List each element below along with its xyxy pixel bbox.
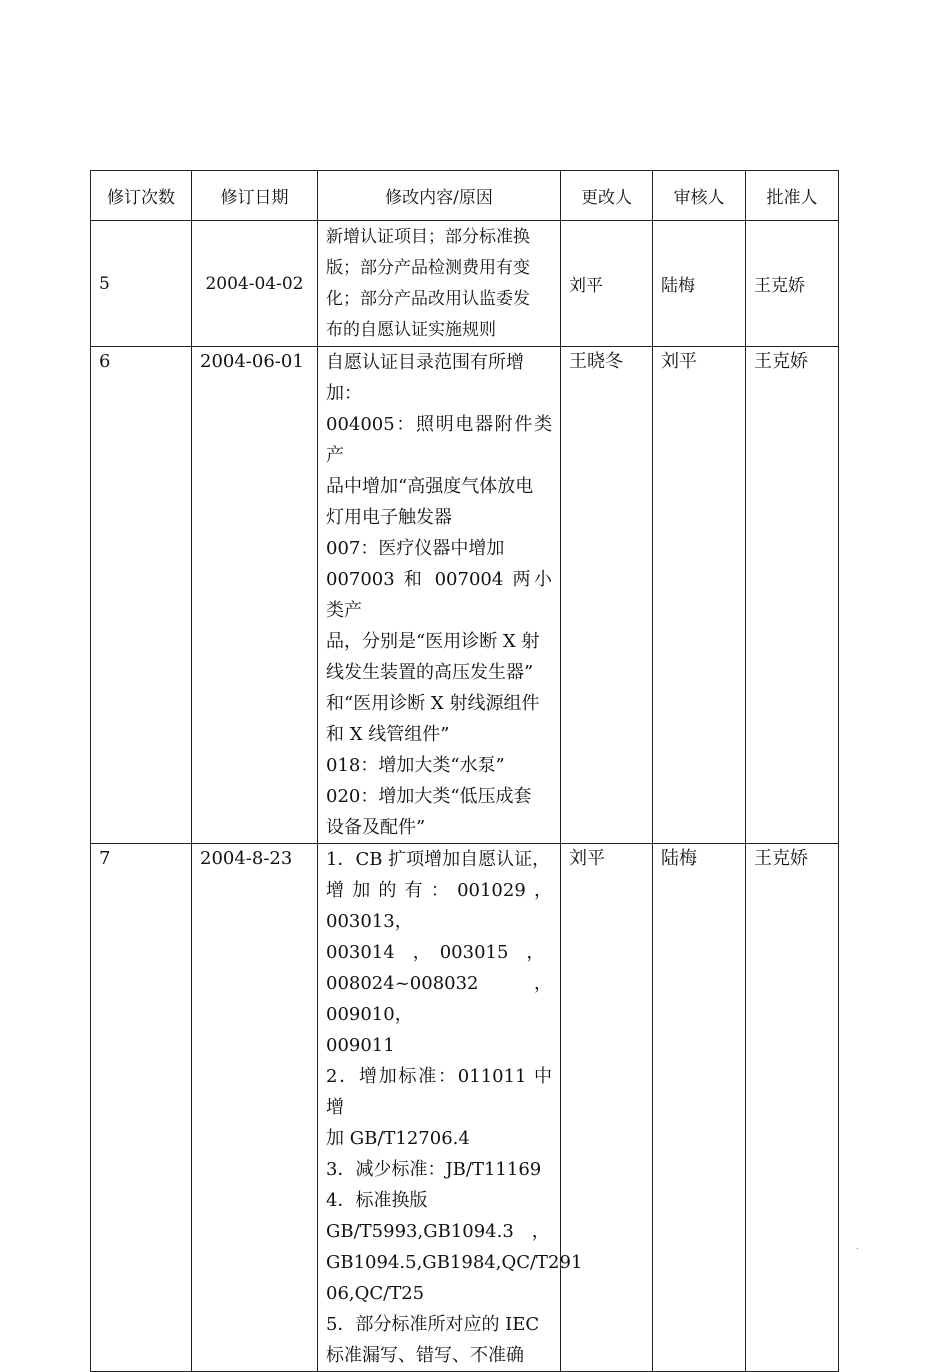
content-line: 020：增加大类“低压成套 xyxy=(326,786,532,807)
content-line: 加： xyxy=(326,383,362,404)
table-row xyxy=(91,347,839,844)
change-content xyxy=(318,844,583,1372)
revision-date: 2004-04-02 xyxy=(192,221,318,347)
content-line: 化；部分产品改用认监委发 xyxy=(326,289,530,309)
content-line: 品，分别是“医用诊断 X 射 xyxy=(326,631,540,652)
content-line: 版；部分产品检测费用有变 xyxy=(326,258,530,278)
revision-date: 2004-8-23 xyxy=(192,844,318,1372)
content-line: 4．标准换版 xyxy=(326,1190,428,1211)
changer-name: 刘平 xyxy=(561,221,653,347)
content-line: GB/T5993,GB1094.3 ， xyxy=(326,1221,550,1242)
content-line: 3．减少标准：JB/T11169 xyxy=(326,1159,542,1180)
reviewer-name: 刘平 xyxy=(653,347,746,844)
changer-name: 刘平 xyxy=(561,844,653,1372)
content-line: 灯用电子触发器 xyxy=(326,507,452,528)
changer-name: 王晓冬 xyxy=(561,347,653,844)
content-line: 线发生装置的高压发生器” xyxy=(326,662,534,683)
table-row xyxy=(91,844,839,1372)
content-line: 1．CB 扩项增加自愿认证， xyxy=(326,849,551,870)
table-header-row xyxy=(91,171,839,221)
content-line: 2．增加标准：011011 中增 xyxy=(326,1066,552,1118)
content-line: GB1094.5,GB1984,QC/T291 xyxy=(326,1252,583,1273)
revision-history-table xyxy=(90,170,839,1372)
change-content xyxy=(318,347,561,844)
table-row xyxy=(91,221,839,347)
content-line: 008024~008032，009010， xyxy=(326,973,552,1025)
header-changer: 更改人 xyxy=(561,171,653,221)
content-line: 009011 xyxy=(326,1035,395,1056)
content-line: 增加的有：001029，003013， xyxy=(326,880,552,932)
header-change-content: 修改内容/原因 xyxy=(318,171,561,221)
content-line: 加 GB/T12706.4 xyxy=(326,1128,470,1149)
content-line: 007003 和 007004 两小类产 xyxy=(326,569,552,621)
content-line: 标准漏写、错写、不准确 xyxy=(326,1345,524,1366)
content-line: 品中增加“高强度气体放电 xyxy=(326,476,534,497)
reviewer-name: 陆梅 xyxy=(653,844,746,1372)
approver-name: 王克娇 xyxy=(746,221,839,347)
content-line: 018：增加大类“水泵” xyxy=(326,755,505,776)
content-line: 设备及配件” xyxy=(326,817,426,838)
revision-date: 2004-06-01 xyxy=(192,347,318,844)
page-mark-dot xyxy=(857,1248,858,1249)
content-line: 007：医疗仪器中增加 xyxy=(326,538,505,559)
content-line: 06,QC/T25 xyxy=(326,1283,425,1304)
content-line: 自愿认证目录范围有所增 xyxy=(326,352,524,373)
header-reviewer: 审核人 xyxy=(653,171,746,221)
change-content xyxy=(318,221,561,347)
header-revision-number: 修订次数 xyxy=(91,171,192,221)
header-revision-date: 修订日期 xyxy=(192,171,318,221)
approver-name: 王克娇 xyxy=(746,347,839,844)
content-line: 003014 ， 003015 ， xyxy=(326,942,545,963)
revision-number: 6 xyxy=(91,347,192,844)
revision-number: 7 xyxy=(91,844,192,1372)
header-approver: 批准人 xyxy=(746,171,839,221)
content-line: 和“医用诊断 X 射线源组件 xyxy=(326,693,540,714)
content-line: 5．部分标准所对应的 IEC xyxy=(326,1314,540,1335)
content-line: 布的自愿认证实施规则 xyxy=(326,320,496,340)
content-line: 和 X 线管组件” xyxy=(326,724,450,745)
content-line: 004005：照明电器附件类产 xyxy=(326,414,552,466)
reviewer-name: 陆梅 xyxy=(653,221,746,347)
content-line: 新增认证项目；部分标准换 xyxy=(326,227,530,247)
approver-name: 王克娇 xyxy=(746,844,839,1372)
revision-number: 5 xyxy=(91,221,192,347)
